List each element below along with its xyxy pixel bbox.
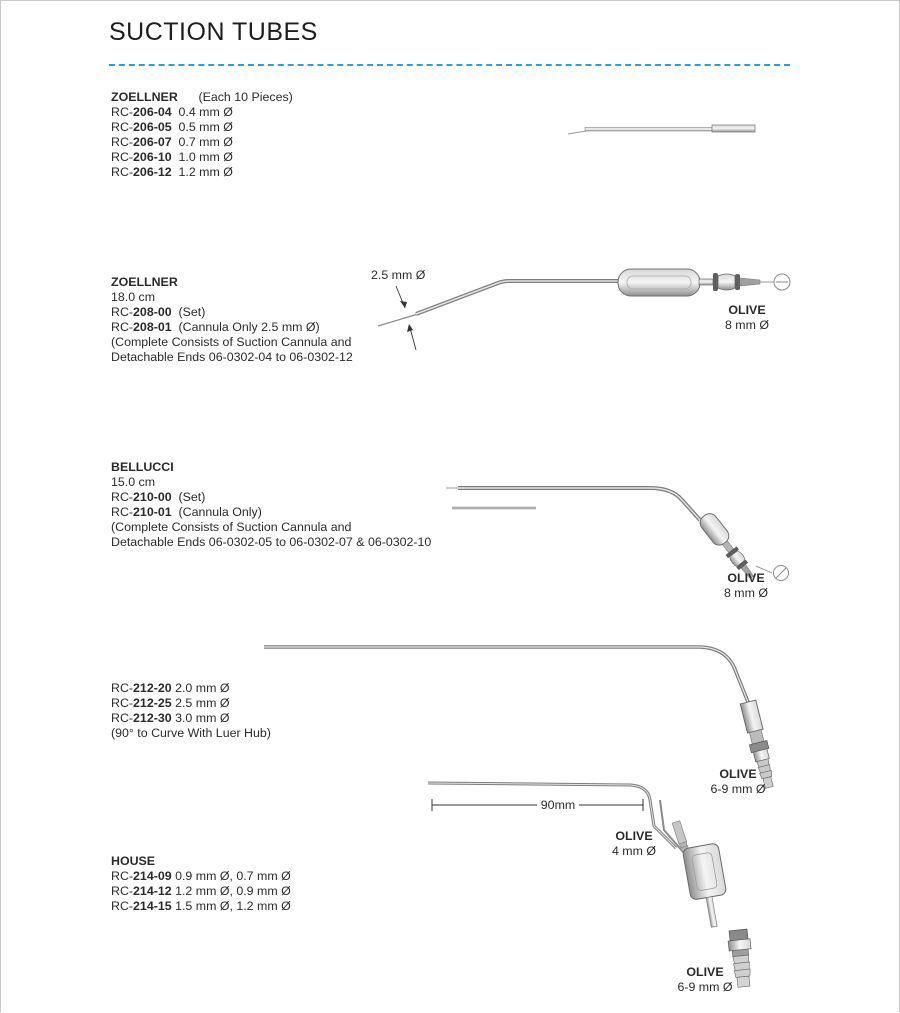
catalog-line: RC-210-00 (Set) bbox=[111, 490, 206, 504]
product-description: Detachable Ends 06-0302-05 to 06-0302-07 & 06-0302-10 bbox=[111, 535, 432, 549]
catalog-line: RC-210-01 (Cannula Only) bbox=[111, 505, 262, 519]
product-description: (Complete Consists of Suction Cannula and bbox=[111, 520, 352, 534]
olive-label: OLIVE 6-9 mm Ø bbox=[710, 767, 766, 796]
catalog-line: RC-206-07 0.7 mm Ø bbox=[111, 135, 233, 149]
product-description: (Complete Consists of Suction Cannula and bbox=[111, 335, 352, 349]
zoellner-set-info bbox=[111, 275, 353, 365]
product-description: Detachable Ends 06-0302-04 to 06-0302-12 bbox=[111, 350, 353, 364]
zoellner-info bbox=[111, 90, 293, 180]
catalog-line: RC-212-30 3.0 mm Ø bbox=[111, 711, 230, 725]
catalog-line: RC-212-20 2.0 mm Ø bbox=[111, 681, 230, 695]
page-title: SUCTION TUBES bbox=[109, 18, 318, 46]
product-name: HOUSE bbox=[111, 854, 156, 868]
zoellner-cannula-image bbox=[568, 125, 755, 134]
olive-label-large: OLIVE 6-9 mm Ø bbox=[677, 965, 733, 994]
rc212-info bbox=[111, 681, 271, 741]
product-name: BELLUCCI bbox=[111, 460, 174, 474]
catalog-line: RC-214-09 0.9 mm Ø, 0.7 mm Ø bbox=[111, 869, 291, 883]
catalog-line: RC-208-00 (Set) bbox=[111, 305, 206, 319]
product-name: ZOELLNER bbox=[111, 275, 178, 289]
catalog-line: RC-214-15 1.5 mm Ø, 1.2 mm Ø bbox=[111, 899, 291, 913]
product-description: (90° to Curve With Luer Hub) bbox=[111, 726, 271, 740]
diameter-label: 2.5 mm Ø bbox=[371, 268, 426, 282]
product-note: (Each 10 Pieces) bbox=[198, 90, 293, 104]
bellucci-info bbox=[111, 460, 431, 550]
olive-label: OLIVE 8 mm Ø bbox=[724, 303, 770, 332]
catalog-line: RC-206-05 0.5 mm Ø bbox=[111, 120, 233, 134]
olive-label: OLIVE 8 mm Ø bbox=[723, 571, 769, 600]
catalog-line: RC-206-12 1.2 mm Ø bbox=[111, 165, 233, 179]
catalog-line: RC-208-01 (Cannula Only 2.5 mm Ø) bbox=[111, 320, 320, 334]
catalog-line: RC-212-25 2.5 mm Ø bbox=[111, 696, 230, 710]
product-name: ZOELLNER bbox=[111, 90, 178, 104]
length-dimension-label: 90mm bbox=[540, 798, 576, 812]
catalog-line: RC-206-10 1.0 mm Ø bbox=[111, 150, 233, 164]
bellucci-set-image bbox=[446, 488, 789, 583]
product-length: 15.0 cm bbox=[111, 475, 156, 489]
product-length: 18.0 cm bbox=[111, 290, 156, 304]
catalog-line: RC-206-04 0.4 mm Ø bbox=[111, 105, 233, 119]
house-tube-image bbox=[428, 783, 755, 988]
olive-label-small: OLIVE 4 mm Ø bbox=[611, 829, 657, 858]
catalog-line: RC-214-12 1.2 mm Ø, 0.9 mm Ø bbox=[111, 884, 291, 898]
house-info bbox=[111, 854, 291, 914]
